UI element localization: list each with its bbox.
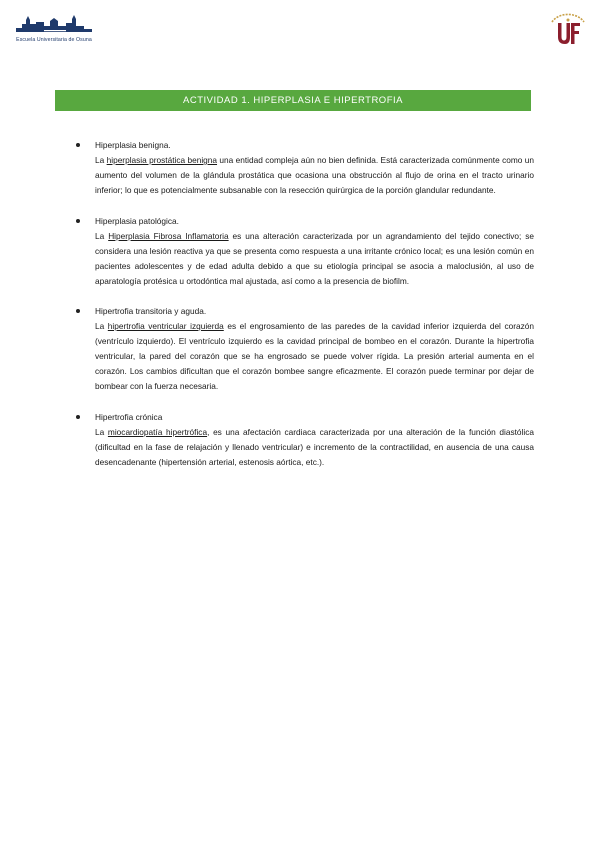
bullet-icon	[76, 309, 80, 313]
item-body	[95, 425, 534, 470]
activity-banner: ACTIVIDAD 1. HIPERPLASIA E HIPERTROFIA	[55, 90, 531, 111]
bullet-icon	[76, 415, 80, 419]
list-item	[74, 214, 534, 289]
logo-caption: Escuela Universitaria de Osuna	[16, 37, 92, 43]
term-link: miocardiopatía hipertrófica	[107, 426, 208, 437]
body-prefix: La	[95, 230, 109, 241]
body-text: , es una afectación cardiaca caracterizada por una alteración de la función diastólica (dificultad en la fase de relajación y llenado ventricular) e incremento de la contractilidad, en ausencia de una causa desencadenante (hipertensión arterial, estenosis aórtica, etc.).	[95, 426, 534, 467]
term-link: Hiperplasia Fibrosa Inflamatoria	[108, 230, 229, 241]
item-title: Hiperplasia patológica.	[95, 215, 179, 226]
bullet-icon	[76, 219, 80, 223]
content-list	[74, 138, 534, 485]
body-prefix: La	[95, 426, 108, 437]
term-link: hipertrofia ventricular izquierda	[107, 321, 224, 331]
body-prefix: La	[95, 155, 107, 165]
university-seal	[546, 10, 590, 50]
osuna-skyline-logo-icon	[14, 10, 94, 36]
item-body	[95, 319, 534, 394]
term-link: hiperplasia prostática benigna	[106, 155, 218, 165]
item-title: Hipertrofia transitoria y aguda.	[95, 306, 207, 316]
item-body	[95, 229, 534, 289]
body-text: es el engrosamiento de las paredes de la cavidad inferior izquierda del corazón (ventrículo izquierdo). El ventrículo izquierdo es la cavidad principal de bombeo en el corazón. Durante la hipertrofia ventricular, la pared del corazón que se ha engrosado se puede volver rígida. La presión arterial aumenta en el corazón. Los cambios dificultan que el corazón bombee sangre eficazmente. El corazón puede terminar por dejar de bombear con la fuerza necesaria.	[95, 321, 534, 391]
body-text: es una alteración caracterizada por un agrandamiento del tejido conectivo; se considera una lesión reactiva ya que se presenta como respuesta a una irritante crónico local; es una lesión común en pacientes adolescentes y de edad adulta debido a que su etiología principal se asocia a maloclusión, al uso de aparatología protésica u ortodóntica mal ajustada, así como a la presencia de biofilm.	[95, 230, 534, 286]
item-body	[95, 153, 534, 198]
osuna-logo	[14, 10, 94, 46]
item-title: Hiperplasia benigna.	[95, 140, 171, 150]
body-prefix: La	[95, 321, 108, 331]
bullet-icon	[76, 143, 80, 147]
body-text: una entidad compleja aún no bien definida. Está caracterizada comúnmente como un aumento del volumen de la glándula prostática que ocasiona una obstrucción al flujo de orina en el tracto urinario inferior; lo que es potencialmente subsanable con la resección quirúrgica de la porción glandular redundante.	[95, 155, 534, 195]
list-item	[74, 410, 534, 470]
item-title: Hipertrofia crónica	[95, 411, 163, 422]
list-item	[74, 138, 534, 198]
university-seal-icon	[546, 10, 590, 50]
list-item	[74, 304, 534, 394]
